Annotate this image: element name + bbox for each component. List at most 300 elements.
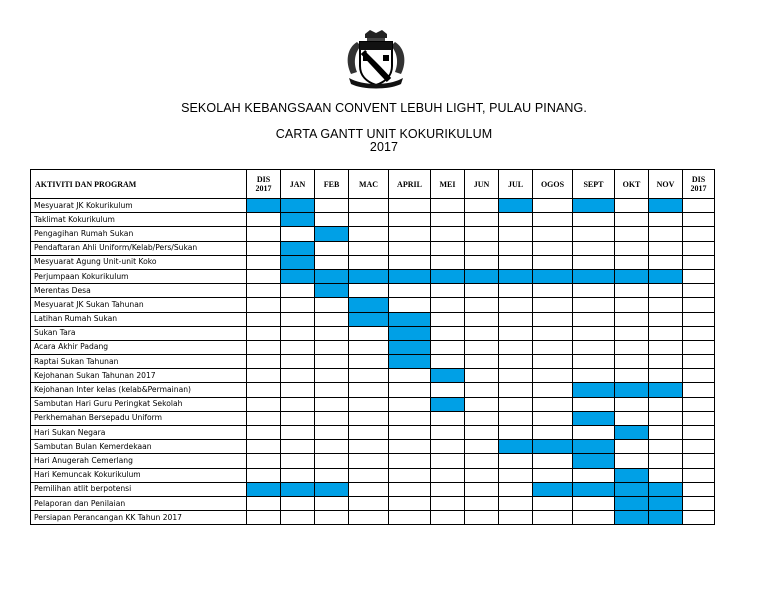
empty-cell [499, 511, 533, 525]
chart-title: CARTA GANTT UNIT KOKURIKULUM [275, 127, 493, 141]
empty-cell [281, 468, 315, 482]
month-label: JAN [289, 179, 306, 189]
month-label: NOV [656, 179, 675, 189]
empty-cell [465, 284, 499, 298]
empty-cell [247, 269, 281, 283]
empty-cell [281, 312, 315, 326]
empty-cell [247, 213, 281, 227]
gantt-bar-cell [649, 199, 683, 213]
month-header [573, 170, 615, 199]
empty-cell [615, 312, 649, 326]
empty-cell [247, 241, 281, 255]
gantt-table [30, 169, 715, 525]
month-label: OKT [622, 179, 641, 189]
gantt-bar-cell [615, 269, 649, 283]
empty-cell [683, 298, 715, 312]
empty-cell [349, 511, 389, 525]
table-row [31, 511, 715, 525]
empty-cell [573, 496, 615, 510]
empty-cell [389, 227, 431, 241]
empty-cell [315, 340, 349, 354]
empty-cell [247, 383, 281, 397]
empty-cell [615, 199, 649, 213]
table-header-row [31, 170, 715, 199]
empty-cell [247, 468, 281, 482]
gantt-bar-cell [615, 426, 649, 440]
empty-cell [615, 326, 649, 340]
table-row [31, 383, 715, 397]
gantt-bar-cell [315, 227, 349, 241]
empty-cell [465, 482, 499, 496]
empty-cell [431, 241, 465, 255]
gantt-bar-cell [615, 496, 649, 510]
activity-name: Mesyuarat JK Sukan Tahunan [31, 298, 247, 312]
empty-cell [389, 511, 431, 525]
empty-cell [431, 199, 465, 213]
table-row [31, 213, 715, 227]
gantt-bar-cell [573, 482, 615, 496]
empty-cell [431, 298, 465, 312]
empty-cell [683, 340, 715, 354]
month-header [533, 170, 573, 199]
empty-cell [315, 199, 349, 213]
empty-cell [649, 312, 683, 326]
empty-cell [499, 454, 533, 468]
table-row [31, 440, 715, 454]
empty-cell [533, 454, 573, 468]
empty-cell [533, 411, 573, 425]
empty-cell [615, 355, 649, 369]
empty-cell [683, 269, 715, 283]
empty-cell [431, 312, 465, 326]
empty-cell [281, 284, 315, 298]
empty-cell [465, 511, 499, 525]
gantt-bar-cell [431, 269, 465, 283]
empty-cell [499, 255, 533, 269]
empty-cell [649, 440, 683, 454]
gantt-bar-cell [615, 482, 649, 496]
empty-cell [533, 369, 573, 383]
empty-cell [349, 241, 389, 255]
empty-cell [649, 426, 683, 440]
empty-cell [499, 355, 533, 369]
empty-cell [573, 369, 615, 383]
empty-cell [499, 426, 533, 440]
gantt-bar-cell [573, 383, 615, 397]
month-label: DIS [691, 175, 706, 184]
gantt-bar-cell [615, 383, 649, 397]
empty-cell [389, 440, 431, 454]
empty-cell [649, 326, 683, 340]
table-row [31, 482, 715, 496]
gantt-bar-cell [431, 397, 465, 411]
empty-cell [649, 241, 683, 255]
empty-cell [281, 340, 315, 354]
month-header [683, 170, 715, 199]
empty-cell [389, 255, 431, 269]
empty-cell [683, 199, 715, 213]
empty-cell [465, 298, 499, 312]
empty-cell [573, 326, 615, 340]
gantt-bar-cell [649, 383, 683, 397]
empty-cell [315, 383, 349, 397]
empty-cell [683, 496, 715, 510]
gantt-bar-cell [281, 269, 315, 283]
empty-cell [683, 227, 715, 241]
empty-cell [389, 241, 431, 255]
empty-cell [533, 397, 573, 411]
activity-name: Perjumpaan Kokurikulum [31, 269, 247, 283]
gantt-bar-cell [573, 411, 615, 425]
empty-cell [431, 284, 465, 298]
activity-name: Kejohanan Sukan Tahunan 2017 [31, 369, 247, 383]
empty-cell [615, 255, 649, 269]
empty-cell [465, 397, 499, 411]
empty-cell [533, 312, 573, 326]
gantt-bar-cell [615, 511, 649, 525]
empty-cell [431, 426, 465, 440]
empty-cell [315, 426, 349, 440]
empty-cell [533, 241, 573, 255]
empty-cell [683, 213, 715, 227]
empty-cell [315, 298, 349, 312]
month-label: MEI [439, 179, 456, 189]
empty-cell [247, 411, 281, 425]
activity-name: Sukan Tara [31, 326, 247, 340]
gantt-bar-cell [281, 199, 315, 213]
gantt-bar-cell [533, 482, 573, 496]
empty-cell [349, 227, 389, 241]
table-row [31, 255, 715, 269]
month-label: JUL [507, 179, 524, 189]
empty-cell [247, 255, 281, 269]
empty-cell [465, 213, 499, 227]
month-header [247, 170, 281, 199]
gantt-bar-cell [389, 312, 431, 326]
empty-cell [615, 298, 649, 312]
empty-cell [499, 312, 533, 326]
empty-cell [281, 426, 315, 440]
empty-cell [389, 369, 431, 383]
empty-cell [683, 369, 715, 383]
gantt-bar-cell [465, 269, 499, 283]
activity-name: Taklimat Kokurikulum [31, 213, 247, 227]
table-row [31, 454, 715, 468]
activity-name: Pelaporan dan Penilaian [31, 496, 247, 510]
empty-cell [349, 213, 389, 227]
empty-cell [465, 468, 499, 482]
gantt-bar-cell [649, 496, 683, 510]
gantt-bar-cell [349, 269, 389, 283]
empty-cell [315, 468, 349, 482]
gantt-bar-cell [247, 482, 281, 496]
empty-cell [533, 511, 573, 525]
month-year-label: 2017 [690, 184, 707, 193]
activity-name: Sambutan Bulan Kemerdekaan [31, 440, 247, 454]
empty-cell [431, 411, 465, 425]
activity-name: Pendaftaran Ahli Uniform/Kelab/Pers/Sukan [31, 241, 247, 255]
empty-cell [431, 496, 465, 510]
school-crest-icon [343, 28, 409, 90]
empty-cell [499, 340, 533, 354]
empty-cell [465, 227, 499, 241]
empty-cell [533, 426, 573, 440]
activity-name: Sambutan Hari Guru Peringkat Sekolah [31, 397, 247, 411]
empty-cell [389, 213, 431, 227]
empty-cell [247, 426, 281, 440]
table-row [31, 468, 715, 482]
empty-cell [247, 454, 281, 468]
empty-cell [499, 369, 533, 383]
empty-cell [533, 213, 573, 227]
empty-cell [349, 199, 389, 213]
empty-cell [533, 326, 573, 340]
gantt-bar-cell [281, 255, 315, 269]
table-row [31, 340, 715, 354]
empty-cell [649, 298, 683, 312]
empty-cell [247, 397, 281, 411]
empty-cell [683, 397, 715, 411]
table-row [31, 496, 715, 510]
empty-cell [465, 340, 499, 354]
empty-cell [349, 411, 389, 425]
empty-cell [649, 284, 683, 298]
empty-cell [315, 355, 349, 369]
month-label: MAC [358, 179, 379, 189]
empty-cell [431, 227, 465, 241]
empty-cell [499, 411, 533, 425]
empty-cell [683, 482, 715, 496]
empty-cell [465, 496, 499, 510]
gantt-bar-cell [573, 440, 615, 454]
activity-name: Hari Sukan Negara [31, 426, 247, 440]
empty-cell [465, 411, 499, 425]
activity-name: Hari Anugerah Cemerlang [31, 454, 247, 468]
gantt-bar-cell [499, 440, 533, 454]
gantt-bar-cell [281, 482, 315, 496]
empty-cell [573, 213, 615, 227]
table-row [31, 284, 715, 298]
empty-cell [465, 440, 499, 454]
empty-cell [499, 284, 533, 298]
activity-name: Hari Kemuncak Kokurikulum [31, 468, 247, 482]
empty-cell [389, 454, 431, 468]
empty-cell [649, 213, 683, 227]
month-year-label: 2017 [255, 184, 272, 193]
table-row [31, 426, 715, 440]
month-header [315, 170, 349, 199]
empty-cell [247, 340, 281, 354]
empty-cell [499, 227, 533, 241]
activity-column-header: AKTIVITI DAN PROGRAM [31, 170, 247, 199]
empty-cell [431, 326, 465, 340]
empty-cell [349, 397, 389, 411]
empty-cell [281, 454, 315, 468]
gantt-bar-cell [247, 199, 281, 213]
empty-cell [431, 440, 465, 454]
empty-cell [683, 511, 715, 525]
empty-cell [533, 227, 573, 241]
empty-cell [247, 284, 281, 298]
empty-cell [683, 454, 715, 468]
month-header [431, 170, 465, 199]
empty-cell [349, 440, 389, 454]
empty-cell [349, 426, 389, 440]
empty-cell [683, 426, 715, 440]
empty-cell [315, 511, 349, 525]
empty-cell [573, 312, 615, 326]
empty-cell [465, 426, 499, 440]
empty-cell [499, 298, 533, 312]
empty-cell [533, 298, 573, 312]
empty-cell [389, 426, 431, 440]
empty-cell [465, 241, 499, 255]
table-row [31, 326, 715, 340]
empty-cell [431, 255, 465, 269]
month-header [615, 170, 649, 199]
empty-cell [465, 255, 499, 269]
table-row [31, 241, 715, 255]
empty-cell [615, 411, 649, 425]
school-name: SEKOLAH KEBANGSAAN CONVENT LEBUH LIGHT, PULAU PINANG. [181, 101, 587, 115]
activity-name: Latihan Rumah Sukan [31, 312, 247, 326]
empty-cell [349, 340, 389, 354]
empty-cell [465, 312, 499, 326]
empty-cell [649, 255, 683, 269]
empty-cell [649, 340, 683, 354]
empty-cell [573, 355, 615, 369]
activity-name: Persiapan Perancangan KK Tahun 2017 [31, 511, 247, 525]
empty-cell [683, 284, 715, 298]
gantt-bar-cell [281, 241, 315, 255]
empty-cell [349, 383, 389, 397]
empty-cell [573, 284, 615, 298]
month-header [389, 170, 431, 199]
chart-year: 2017 [369, 140, 399, 154]
empty-cell [281, 326, 315, 340]
empty-cell [533, 199, 573, 213]
activity-name: Merentas Desa [31, 284, 247, 298]
empty-cell [247, 298, 281, 312]
gantt-bar-cell [389, 326, 431, 340]
table-row [31, 369, 715, 383]
empty-cell [465, 383, 499, 397]
empty-cell [281, 298, 315, 312]
empty-cell [281, 496, 315, 510]
gantt-bar-cell [389, 269, 431, 283]
empty-cell [315, 411, 349, 425]
empty-cell [683, 383, 715, 397]
empty-cell [349, 369, 389, 383]
month-label: SEPT [583, 179, 604, 189]
empty-cell [615, 369, 649, 383]
empty-cell [573, 241, 615, 255]
table-row [31, 227, 715, 241]
empty-cell [431, 511, 465, 525]
empty-cell [315, 454, 349, 468]
empty-cell [499, 468, 533, 482]
gantt-bar-cell [573, 454, 615, 468]
empty-cell [499, 326, 533, 340]
empty-cell [573, 340, 615, 354]
month-header [349, 170, 389, 199]
empty-cell [533, 255, 573, 269]
empty-cell [431, 482, 465, 496]
empty-cell [315, 312, 349, 326]
empty-cell [389, 468, 431, 482]
gantt-bar-cell [533, 440, 573, 454]
empty-cell [281, 227, 315, 241]
gantt-bar-cell [615, 468, 649, 482]
empty-cell [431, 355, 465, 369]
empty-cell [389, 383, 431, 397]
empty-cell [573, 227, 615, 241]
empty-cell [315, 255, 349, 269]
gantt-bar-cell [315, 284, 349, 298]
empty-cell [683, 411, 715, 425]
activity-name: Raptai Sukan Tahunan [31, 355, 247, 369]
empty-cell [615, 284, 649, 298]
empty-cell [349, 454, 389, 468]
empty-cell [573, 511, 615, 525]
activity-name: Mesyuarat JK Kokurikulum [31, 199, 247, 213]
empty-cell [281, 511, 315, 525]
empty-cell [247, 369, 281, 383]
table-row [31, 411, 715, 425]
empty-cell [431, 213, 465, 227]
month-header [649, 170, 683, 199]
empty-cell [431, 340, 465, 354]
empty-cell [683, 440, 715, 454]
month-header [499, 170, 533, 199]
empty-cell [615, 454, 649, 468]
empty-cell [615, 440, 649, 454]
empty-cell [465, 369, 499, 383]
empty-cell [649, 454, 683, 468]
empty-cell [247, 496, 281, 510]
empty-cell [389, 298, 431, 312]
empty-cell [247, 326, 281, 340]
empty-cell [431, 383, 465, 397]
empty-cell [573, 255, 615, 269]
empty-cell [649, 468, 683, 482]
gantt-bar-cell [573, 269, 615, 283]
empty-cell [247, 355, 281, 369]
gantt-bar-cell [649, 482, 683, 496]
empty-cell [281, 397, 315, 411]
empty-cell [649, 355, 683, 369]
activity-name: Pengagihan Rumah Sukan [31, 227, 247, 241]
empty-cell [281, 440, 315, 454]
gantt-bar-cell [349, 312, 389, 326]
month-label: APRIL [397, 179, 422, 189]
empty-cell [573, 397, 615, 411]
empty-cell [533, 468, 573, 482]
gantt-bar-cell [315, 269, 349, 283]
gantt-bar-cell [649, 269, 683, 283]
empty-cell [389, 199, 431, 213]
empty-cell [649, 369, 683, 383]
empty-cell [615, 213, 649, 227]
empty-cell [465, 454, 499, 468]
empty-cell [349, 284, 389, 298]
empty-cell [499, 482, 533, 496]
empty-cell [465, 355, 499, 369]
gantt-bar-cell [349, 298, 389, 312]
table-body [31, 199, 715, 525]
empty-cell [683, 355, 715, 369]
gantt-bar-cell [533, 269, 573, 283]
